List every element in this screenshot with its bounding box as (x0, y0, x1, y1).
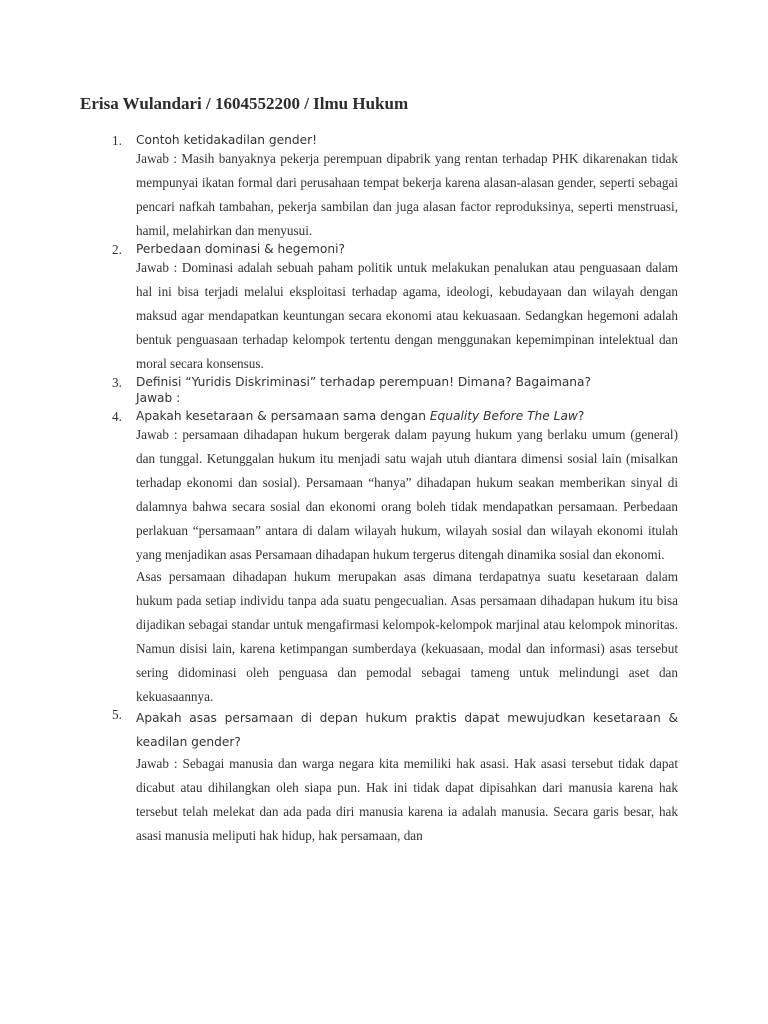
answer-label: Jawab (136, 391, 173, 405)
answer-text (136, 390, 678, 407)
answer-text (136, 752, 678, 848)
list-item (112, 408, 678, 709)
answer-label: Jawab (136, 260, 169, 275)
answer-body: : persamaan dihadapan hukum bergerak dalam payung hukum yang berlaku umum (general) dan tunggal. Ketunggalan hukum itu menjadi satu wajah utuh diantara dimensi sosial lain (misalkan terhadap ekonomi dan sosial). Persamaan “hanya” dihadapan hukum seakan memberikan sinyal di dalamnya bahwa secara sosial dan ekonomi orang boleh tidak mendapatkan persamaan. Perbedaan perlakuan “persamaan” antara di dalam wilayah hukum, wilayah sosial dan wilayah ekonomi itulah yang menjadikan asas Persamaan dihadapan hukum tergerus ditengah dinamika sosial dan ekonomi. (136, 427, 678, 562)
question-text-part: ? (577, 409, 585, 423)
document-heading: Erisa Wulandari / 1604552200 / Ilmu Hukum (80, 94, 409, 113)
question-text: Contoh ketidakadilan gender! (136, 133, 317, 147)
answer-text (136, 256, 678, 376)
item-number: 2. (112, 242, 122, 257)
answer-body: : (172, 391, 181, 405)
list-item (112, 241, 678, 376)
answer-body: : Sebagai manusia dan warga negara kita memiliki hak asasi. Hak asasi tersebut tidak dapat dicabut atau dihilangkan oleh siapa pun. Hak ini tidak dapat dipisahkan dari manusia karena hak tersebut telah melekat dan ada pada diri manusia karena ia adalah manusia. Secara garis besar, hak asasi manusia meliputi hak hidup, hak persamaan, dan (136, 756, 678, 843)
item-number: 1. (112, 133, 122, 148)
answer-label: Jawab (136, 427, 169, 442)
answer-body: : Dominasi adalah sebuah paham politik untuk melakukan penalukan atau penguasaan dalam hal ini bisa terjadi melalui eksploitasi terhadap agama, ideologi, kebudayaan dan wilayah dengan maksud agar mendapatkan keuntungan secara ekonomi atau kekuasaan. Sedangkan hegemoni adalah bentuk penguasaan terhadap kelompok tertentu dengan menggunakan kepemimpinan intelektual dan moral secara konsensus. (136, 260, 678, 371)
item-number: 5. (112, 707, 122, 722)
question-list (112, 132, 678, 848)
question-text: Definisi “Yuridis Diskriminasi” terhadap perempuan! Dimana? Bagaimana? (136, 375, 591, 389)
list-item (112, 132, 678, 243)
question-text-part: Apakah kesetaraan & persamaan sama dengan (136, 409, 430, 423)
item-number: 4. (112, 409, 122, 424)
answer-label: Jawab (136, 151, 169, 166)
list-item (112, 374, 678, 407)
question-emphasis: Equality Before The Law (429, 409, 578, 423)
answer-text (136, 423, 678, 567)
answer-body: : Masih banyaknya pekerja perempuan dipabrik yang rentan terhadap PHK dikarenakan tidak mempunyai ikatan formal dari perusahaan tempat bekerja karena alasan-alasan gender, seperti sebagai pencari nafkah tambahan, pekerja sambilan dan juga alasan factor reproduksinya, seperti menstruasi, hamil, melahirkan dan menyusui. (136, 151, 678, 238)
answer-text (136, 147, 678, 243)
answer-label: Jawab (136, 756, 169, 771)
answer-paragraph-2: Asas persamaan dihadapan hukum merupakan asas dimana terdapatnya suatu kesetaraan dalam hukum pada setiap individu tanpa ada suatu pengecualian. Asas persamaan dihadapan hukum itu bisa dijadikan sebagai standar untuk mengafirmasi kelompok-kelompok marjinal atau kelompok minoritas. Namun disisi lain, karena ketimpangan sumberdaya (kekuasaan, modal dan informasi) asas tersebut sering didominasi oleh penguasa dan pemodal sebagai tameng untuk melindungi aset dan kekuasaannya. (136, 569, 678, 704)
question-text: Perbedaan dominasi & hegemoni? (136, 242, 345, 256)
item-number: 3. (112, 375, 122, 390)
question-text: Apakah asas persamaan di depan hukum praktis dapat mewujudkan kesetaraan & keadilan gender? (136, 711, 678, 749)
list-item (112, 706, 678, 848)
